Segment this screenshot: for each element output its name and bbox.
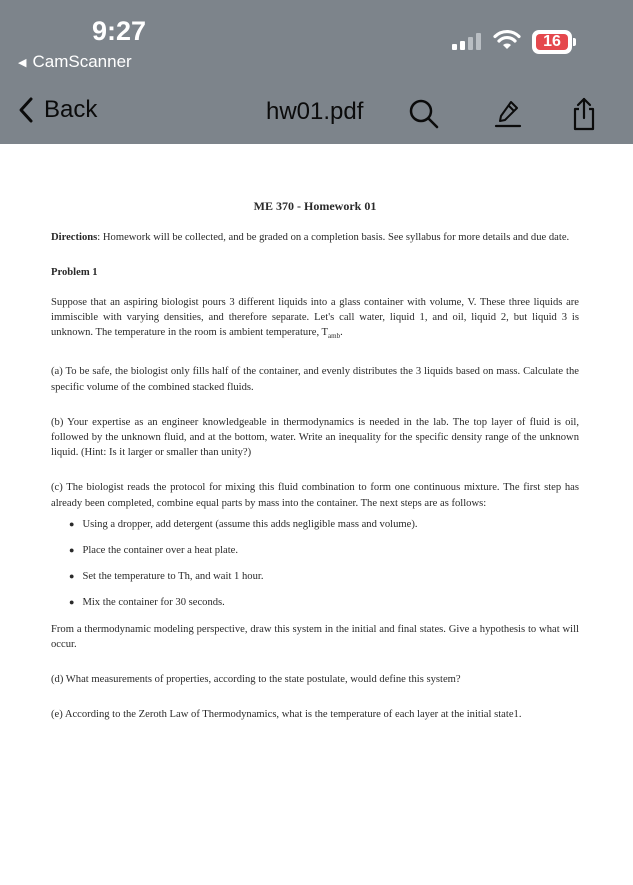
part-b: (b) Your expertise as an engineer knowledgeable in thermodynamics is needed in the lab. The top layer of fluid is oil, followed by the unknown fluid, and at the bottom, water. Write an inequality for the specific density range of the unknown liquid. (Hint: Is it larger or smaller than unity?) — [51, 416, 579, 459]
part-c: (c) The biologist reads the protocol for mixing this fluid combination to form one continuous mixture. The first step has already been completed, combine equal parts by mass into the container. The next steps are as follows: — [51, 482, 579, 509]
step-text: Mix the container for 30 seconds. — [82, 597, 225, 609]
steps-list — [69, 517, 579, 611]
directions-label: Directions — [51, 232, 98, 244]
signal-icon — [452, 32, 481, 50]
problem-heading: Problem 1 — [51, 267, 98, 279]
intro-subscript: amb — [328, 332, 341, 341]
list-item — [69, 595, 579, 610]
pdf-page[interactable] — [0, 144, 633, 885]
nav-bar — [0, 88, 633, 144]
step-text: Set the temperature to Th, and wait 1 hour. — [82, 571, 264, 583]
battery-level: 16 — [536, 34, 568, 50]
clock: 9:27 — [92, 16, 147, 46]
step-text: Place the container over a heat plate. — [82, 544, 239, 556]
document-body — [51, 199, 579, 742]
wifi-icon — [492, 28, 522, 57]
list-item — [69, 517, 579, 532]
document-title: hw01.pdf — [266, 98, 364, 125]
part-c-conclusion: From a thermodynamic modeling perspective, draw this system in the initial and final states. Give a hypothesis to what will occur. — [51, 623, 579, 650]
bullet-icon: ● — [69, 544, 75, 555]
chevron-left-icon — [18, 96, 34, 124]
part-d: (d) What measurements of properties, according to the state postulate, would define this system? — [51, 673, 461, 685]
problem-intro — [51, 295, 579, 345]
share-icon[interactable] — [566, 96, 602, 132]
list-item — [69, 543, 579, 558]
bullet-icon: ● — [69, 597, 75, 608]
part-a: (a) To be safe, the biologist only fills half of the container, and evenly distributes the 3 liquids based on mass. Calculate the specific volume of the combined stacked fluids. — [51, 366, 579, 393]
intro-end: . — [340, 327, 343, 339]
bullet-icon: ● — [69, 518, 75, 529]
status-bar — [0, 0, 633, 88]
back-triangle-icon: ◀ — [18, 56, 27, 69]
part-e: (e) According to the Zeroth Law of Thermodynamics, what is the temperature of each layer at the initial state1. — [51, 709, 522, 721]
directions-paragraph — [51, 230, 579, 245]
search-icon[interactable] — [406, 96, 442, 132]
back-button[interactable] — [18, 96, 97, 124]
directions-text: : Homework will be collected, and be graded on a completion basis. See syllabus for more details and due date. — [97, 232, 570, 244]
homework-title: ME 370 - Homework 01 — [253, 199, 377, 213]
back-button-label: Back — [44, 96, 98, 123]
battery-icon — [532, 30, 576, 54]
step-text: Using a dropper, add detergent (assume this adds negligible mass and volume). — [82, 518, 418, 530]
markup-pen-icon[interactable] — [490, 96, 526, 132]
bullet-icon: ● — [69, 571, 75, 582]
back-app-label: CamScanner — [32, 52, 132, 71]
list-item — [69, 569, 579, 584]
back-to-app-link[interactable] — [18, 52, 132, 72]
intro-text: Suppose that an aspiring biologist pours 3 different liquids into a glass container with volume, V. These three liquids are immiscible with varying densities, and therefore separate. Let's call water, liquid 1, and oil, liquid 2, but liquid 3 is unknown. The temperature in the room is ambient temperature, T — [51, 296, 579, 339]
